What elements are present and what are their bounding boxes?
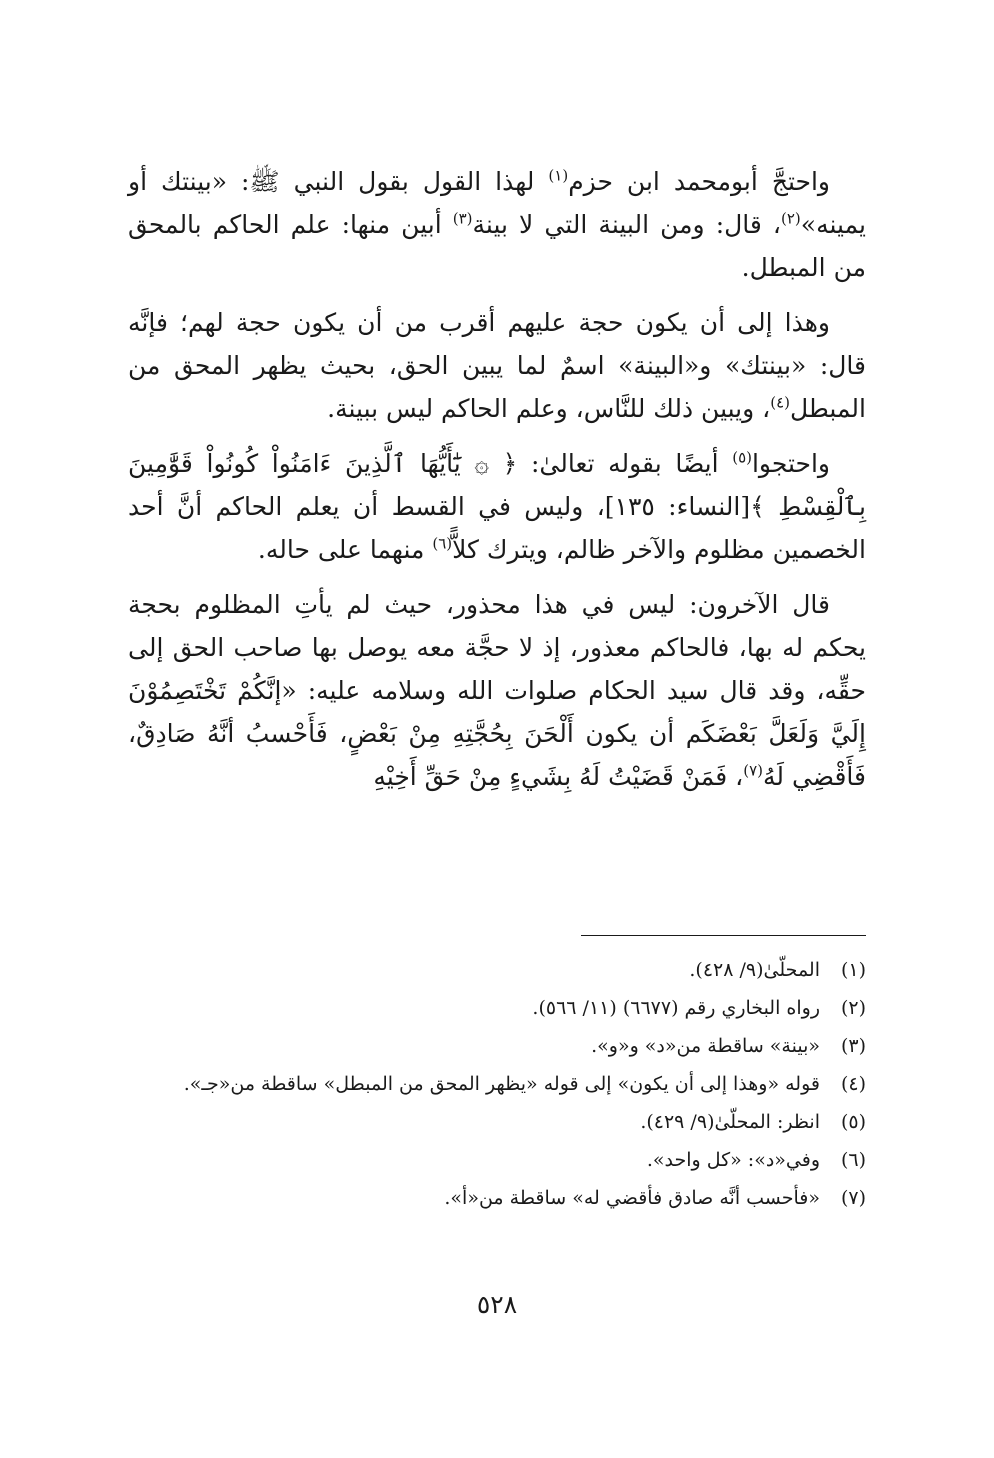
footnote-item — [128, 993, 866, 1023]
footnote-ref-4[interactable]: (٤) — [770, 393, 790, 412]
text-run: ، ويبين ذلك للنَّاس، وعلم الحاكم ليس ببينة. — [327, 394, 771, 423]
footnote-number: (٣) — [840, 1035, 866, 1057]
text-run: ، قال: ومن البينة التي لا بينة — [472, 210, 781, 239]
text-run: أيضًا بقوله تعالىٰ: ﴿ ۞ يَٰٓأَيُّهَا ٱلَّذِينَ ءَامَنُواْ كُونُواْ قَوَّٰمِينَ بِٱلْقِسْطِ ﴾[النساء: ١٣٥]، وليس في القسط أن يعلم الحاكم أنَّ أحد الخصمين مظلوم والآخر ظالم، ويترك كلاًّ — [128, 449, 866, 564]
footnote-item — [128, 955, 866, 985]
text-run: ، فَمَنْ قَضَيْتُ لَهُ بِشَيءٍ مِنْ حَقِّ أَخِيْهِ — [373, 762, 744, 791]
footnote-item — [128, 1107, 866, 1137]
text-run: واحتجَّ أبومحمد ابن حزم — [568, 167, 830, 196]
footnote-ref-3[interactable]: (٣) — [452, 209, 473, 228]
footnote-text: قوله «وهذا إلى أن يكون» إلى قوله «يظهر المحق من المبطل» ساقطة من«جـ». — [183, 1073, 820, 1095]
footnote-item — [128, 1031, 866, 1061]
text-run: واحتجوا — [751, 449, 830, 478]
page-number: ٥٢٨ — [476, 1290, 518, 1319]
footnote-number: (٧) — [840, 1187, 866, 1209]
footnote-text: انظر: المحلّىٰ(٩/ ٤٢٩). — [640, 1111, 820, 1133]
footnote-text: «بينة» ساقطة من«د» و«و». — [591, 1035, 820, 1057]
text-run: لهذا القول بقول النبي ﷺ: «بينتك أو يمينه» — [128, 167, 866, 239]
footnote-text: المحلّىٰ(٩/ ٤٢٨). — [689, 959, 820, 981]
text-run: منهما على حاله. — [257, 535, 433, 564]
footnotes — [128, 955, 866, 1221]
footnote-text: رواه البخاري رقم (٦٦٧٧) (١١/ ٥٦٦). — [532, 997, 820, 1019]
footnote-item — [128, 1145, 866, 1175]
footnote-text: وفي«د»: «كل واحد». — [646, 1149, 820, 1171]
footnote-number: (٦) — [840, 1149, 866, 1171]
footnote-ref-2[interactable]: (٢) — [781, 209, 801, 228]
footnote-ref-6[interactable]: (٦) — [432, 534, 453, 553]
paragraph-1 — [128, 160, 866, 289]
paragraph-4 — [128, 583, 866, 798]
footnote-number: (٥) — [840, 1111, 866, 1133]
footnote-ref-1[interactable]: (١) — [548, 166, 569, 185]
paragraph-3 — [128, 442, 866, 571]
footnote-item — [128, 1183, 866, 1213]
footnote-number: (٤) — [840, 1073, 866, 1095]
text-run: أبين منها: علم الحاكم بالمحق من المبطل. — [128, 210, 866, 282]
footnote-ref-5[interactable]: (٥) — [732, 448, 752, 467]
paragraph-2 — [128, 301, 866, 430]
footnote-item — [128, 1069, 866, 1099]
text-run: وهذا إلى أن يكون حجة عليهم أقرب من أن يكون حجة لهم؛ فإنَّه قال: «بينتك» و«البينة» اسمٌ لما يبين الحق، بحيث يظهر المحق من المبطل — [128, 308, 866, 423]
footnote-number: (٢) — [840, 997, 866, 1019]
text-run: قال الآخرون: ليس في هذا محذور، حيث لم يأتِ المظلوم بحجة يحكم له بها، فالحاكم معذور، إذ لا حجَّة معه يوصل بها صاحب الحق إلى حقِّه، وقد قال سيد الحكام صلوات الله وسلامه عليه: «إنَّكُمْ تَخْتَصِمُوْنَ إِلَيَّ وَلَعَلَّ بَعْضَكَم أن يكون أَلْحَنَ بِحُجَّتِهِ مِنْ بَعْضٍ، فَأَحْسبُ أنَّهُ صَادِقٌ، فَأَقْضِي لَهُ — [128, 590, 866, 791]
footnote-text: «فأحسب أنَّه صادق فأقضي له» ساقطة من«أ». — [444, 1187, 820, 1209]
footnote-divider — [581, 935, 866, 936]
footnote-number: (١) — [840, 959, 866, 981]
footnote-ref-7[interactable]: (٧) — [743, 761, 763, 780]
main-text — [128, 160, 866, 810]
